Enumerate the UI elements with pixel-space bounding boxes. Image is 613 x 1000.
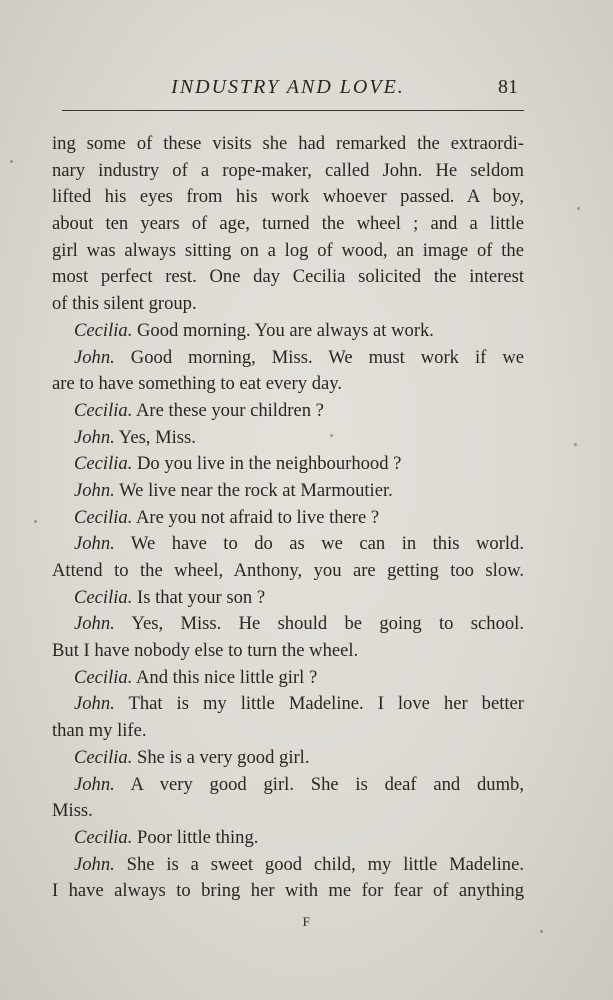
line-text: nary industry of a rope-maker, called John. He seldom [52, 159, 524, 181]
speaker-name: John. [74, 426, 115, 448]
speaker-name: John. [74, 693, 115, 715]
paper-speck [540, 930, 543, 933]
line-text: are to have something to eat every day. [52, 373, 342, 395]
line-text: Yes, Miss. [114, 426, 196, 448]
text-line [52, 264, 524, 291]
line-text: I have always to bring her with me for fear of anything [52, 880, 524, 902]
text-line [52, 718, 524, 745]
line-text: lifted his eyes from his work whoever passed. A boy, [52, 186, 524, 208]
line-text: about ten years of age, turned the wheel ; and a little [52, 213, 524, 235]
line-text: ing some of these visits she had remarked the extraordi- [52, 133, 524, 154]
speaker-name: Cecilia. [74, 506, 133, 528]
paper-speck [10, 160, 13, 163]
text-line [52, 184, 524, 211]
signature-mark: F [302, 914, 311, 929]
speaker-name: John. [74, 346, 115, 368]
text-line [52, 451, 524, 478]
text-line [52, 558, 524, 585]
page-header [52, 74, 524, 102]
speaker-name: John. [74, 773, 115, 795]
line-text: We live near the rock at Marmoutier. [114, 479, 393, 501]
speaker-name: John. [74, 533, 115, 555]
text-line [52, 585, 524, 612]
line-text: girl was always sitting on a log of wood, an image of the [52, 239, 524, 261]
line-text: Are you not afraid to live there ? [132, 506, 380, 528]
text-line [52, 745, 524, 772]
text-line [52, 611, 524, 638]
text-line [52, 772, 524, 799]
text-line [52, 425, 524, 452]
paper-speck [34, 520, 37, 523]
speaker-name: Cecilia. [74, 319, 133, 341]
page-number: 81 [498, 76, 518, 98]
body-text [52, 131, 524, 905]
speaker-name: John. [74, 479, 115, 501]
line-text: Good morning. You are always at work. [132, 319, 434, 341]
line-text: And this nice little girl ? [132, 666, 318, 688]
running-title: INDUSTRY AND LOVE. [171, 76, 405, 98]
speaker-name: Cecilia. [74, 826, 133, 848]
header-rule [62, 110, 524, 111]
text-line [52, 291, 524, 318]
speaker-name: Cecilia. [74, 666, 133, 688]
text-line [52, 371, 524, 398]
text-line [52, 691, 524, 718]
paper-speck [330, 434, 333, 437]
text-line [52, 531, 524, 558]
text-line [52, 638, 524, 665]
line-text: Yes, Miss. He should be going to school. [114, 613, 524, 635]
line-text: of this silent group. [52, 293, 197, 315]
speaker-name: Cecilia. [74, 746, 133, 768]
text-line [52, 158, 524, 185]
text-line [52, 825, 524, 852]
text-line [52, 211, 524, 238]
line-text: Are these your children ? [132, 399, 324, 421]
line-text: That is my little Madeline. I love her better [114, 693, 524, 715]
line-text: Do you live in the neighbourhood ? [132, 453, 402, 475]
speaker-name: Cecilia. [74, 399, 133, 421]
text-line [52, 878, 524, 905]
line-text: We have to do as we can in this world. [114, 533, 524, 555]
text-line [52, 478, 524, 505]
speaker-name: Cecilia. [74, 586, 133, 608]
line-text: She is a sweet good child, my little Madeline. [114, 853, 524, 875]
text-line [52, 798, 524, 825]
line-text: most perfect rest. One day Cecilia solicited the interest [52, 266, 524, 288]
line-text: But I have nobody else to turn the wheel. [52, 640, 359, 662]
text-line [52, 665, 524, 692]
line-text: Is that your son ? [132, 586, 266, 608]
text-line [52, 318, 524, 345]
line-text: Attend to the wheel, Anthony, you are getting too slow. [52, 560, 524, 581]
line-text: Miss. [52, 800, 93, 822]
line-text: Poor little thing. [132, 826, 259, 848]
text-line [52, 852, 524, 879]
text-line [52, 505, 524, 532]
line-text: than my life. [52, 720, 147, 742]
text-line [52, 131, 524, 158]
speaker-name: John. [74, 613, 115, 635]
text-line [52, 345, 524, 372]
paper-speck [574, 443, 577, 446]
speaker-name: John. [74, 853, 115, 875]
speaker-name: Cecilia. [74, 453, 133, 475]
text-line [52, 398, 524, 425]
line-text: A very good girl. She is deaf and dumb, [114, 773, 524, 795]
text-line [52, 238, 524, 265]
line-text: Good morning, Miss. We must work if we [114, 346, 524, 368]
paper-speck [577, 207, 580, 210]
line-text: She is a very good girl. [132, 746, 310, 768]
